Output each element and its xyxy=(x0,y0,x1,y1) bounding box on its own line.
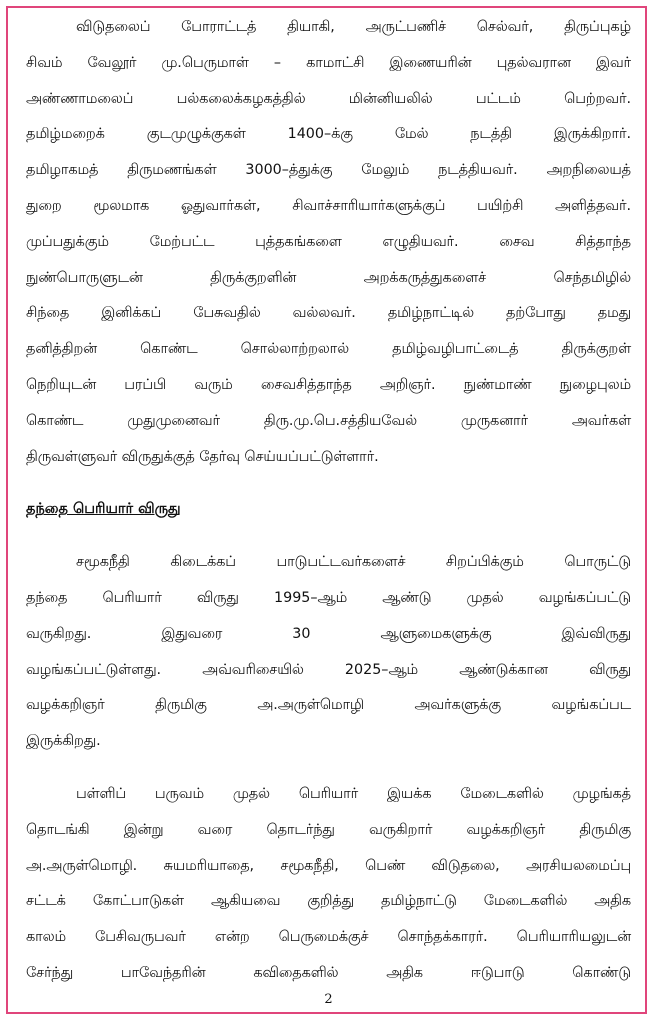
text-line: நெறியுடன் பரப்பி வரும் சைவசித்தாந்த அறிஞர். நுண்மாண் நுழைபுலம் xyxy=(26,376,631,393)
paragraph-arulmozhi-bio xyxy=(26,777,631,992)
text-line: சிவம் வேலூர் மு.பெருமாள் – காமாட்சி இணையரின் புதல்வரான இவர் xyxy=(26,54,631,71)
section-heading-periyar-award: தந்தை பெரியார் விருது xyxy=(26,501,181,518)
text-line: அ.அருள்மொழி. சுயமரியாதை, சமூகநீதி, பெண் விடுதலை, அரசியலமைப்பு xyxy=(26,857,631,874)
paragraph-thiruvalluvar-award xyxy=(26,10,631,475)
document-body xyxy=(26,10,631,992)
text-line: கொண்ட முதுமுனைவர் திரு.மு.பெ.சத்தியவேல் முருகனார் அவர்கள் xyxy=(26,412,631,429)
text-line: இருக்கிறது. xyxy=(26,733,101,750)
text-line: வருகிறது. இதுவரை 30 ஆளுமைகளுக்கு இவ்விருது xyxy=(26,625,631,642)
text-line: திருவள்ளுவர் விருதுக்குத் தேர்வு செய்யப்பட்டுள்ளார். xyxy=(26,448,379,465)
text-line: சேர்ந்து பாவேந்தரின் கவிதைகளில் அதிக ஈடுபாடு கொண்டு xyxy=(26,964,631,981)
paragraph-periyar-award-intro xyxy=(26,545,631,760)
text-line: காலம் பேசிவருபவர் என்ற பெருமைக்குச் சொந்தக்காரர். பெரியாரியலுடன் xyxy=(26,929,631,946)
text-line: தமிழ்மறைக் குடமுழுக்குகள் 1400–க்கு மேல் நடத்தி இருக்கிறார். xyxy=(26,126,631,143)
text-line: சமூகநீதி கிடைக்கப் பாடுபட்டவர்களைச் சிறப்பிக்கும் பொருட்டு xyxy=(76,554,631,571)
text-line: தமிழாகமத் திருமணங்கள் 3000–த்துக்கு மேலும் நடத்தியவர். அறநிலையத் xyxy=(26,162,631,179)
text-line: விடுதலைப் போராட்டத் தியாகி, அருட்பணிச் செல்வர், திருப்புகழ் xyxy=(76,19,631,35)
text-line: வழங்கப்பட்டுள்ளது. அவ்வரிசையில் 2025–ஆம் ஆண்டுக்கான விருது xyxy=(26,661,631,678)
text-line: தனித்திறன் கொண்ட சொல்லாற்றலால் தமிழ்வழிபாட்டைத் திருக்குறள் xyxy=(26,341,631,358)
text-line: தந்தை பெரியார் விருது 1995–ஆம் ஆண்டு முதல் வழங்கப்பட்டு xyxy=(26,589,631,606)
text-line: தொடங்கி இன்று வரை தொடர்ந்து வருகிறார் வழக்கறிஞர் திருமிகு xyxy=(26,821,631,838)
text-line: பள்ளிப் பருவம் முதல் பெரியார் இயக்க மேடைகளில் முழங்கத் xyxy=(76,785,631,802)
text-line: அண்ணாமலைப் பல்கலைக்கழகத்தில் மின்னியலில் பட்டம் பெற்றவர். xyxy=(26,90,631,107)
text-line: சட்டக் கோட்பாடுகள் ஆகியவை குறித்து தமிழ்நாட்டு மேடைகளில் அதிக xyxy=(26,893,631,910)
text-line: முப்பதுக்கும் மேற்பட்ட புத்தகங்களை எழுதியவர். சைவ சித்தாந்த xyxy=(26,233,631,250)
page-number: 2 xyxy=(324,992,333,1007)
text-line: துறை மூலமாக ஓதுவார்கள், சிவாச்சாரியார்களுக்குப் பயிற்சி அளித்தவர். xyxy=(26,197,631,214)
text-line: சிந்தை இனிக்கப் பேசுவதில் வல்லவர். தமிழ்நாட்டில் தற்போது தமது xyxy=(26,305,631,322)
text-line: வழக்கறிஞர் திருமிகு அ.அருள்மொழி அவர்களுக்கு வழங்கப்பட xyxy=(26,697,631,714)
text-line: நுண்பொருளுடன் திருக்குறளின் அறக்கருத்துகளைச் செந்தமிழில் xyxy=(26,269,631,286)
